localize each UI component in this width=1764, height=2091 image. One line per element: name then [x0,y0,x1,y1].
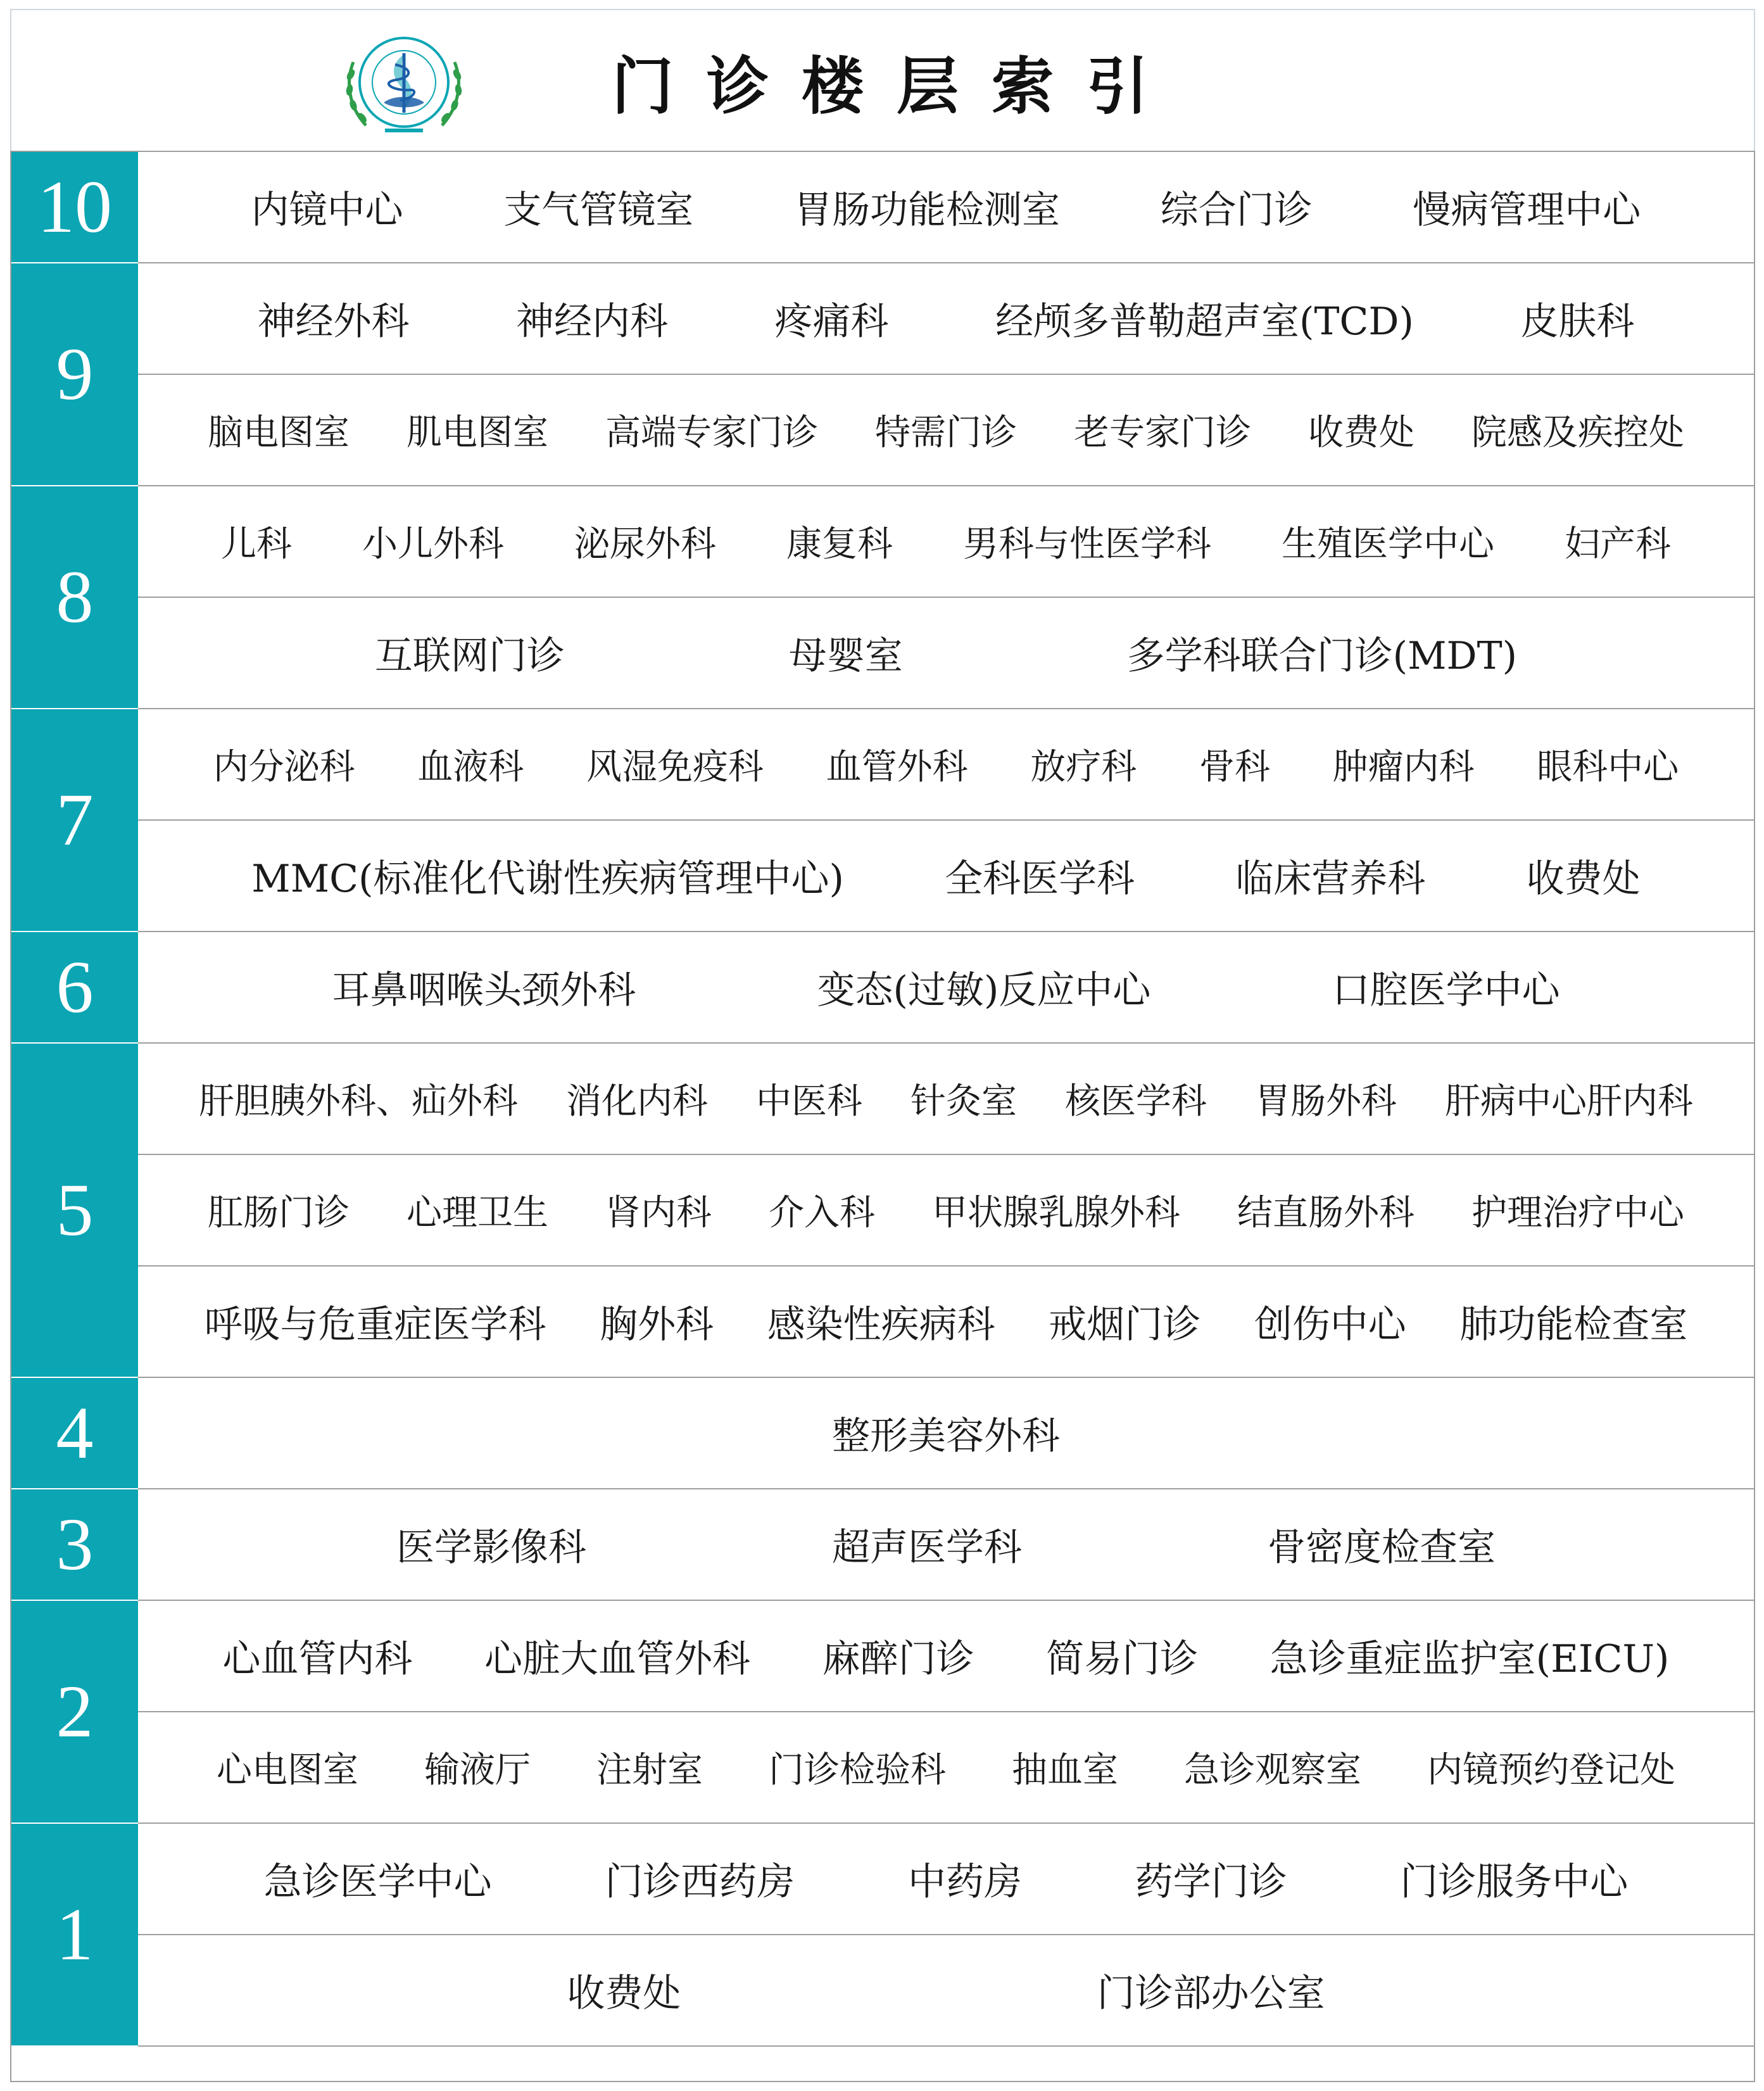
department-item: 胸外科 [600,1303,714,1347]
department-item: 支气管镜室 [503,188,694,232]
department-item: 门诊部办公室 [1097,1971,1325,2016]
department-item: 院感及疾控处 [1471,412,1684,453]
department-item: 胃肠外科 [1255,1081,1397,1122]
floor-number: 5 [11,1044,138,1378]
department-row [138,1489,1754,1601]
department-row [138,932,1754,1044]
department-item: 肌电图室 [406,412,548,453]
department-item: 肾内科 [605,1192,712,1234]
department-item: 经颅多普勒超声室(TCD) [995,300,1414,344]
department-item: 胃肠功能检测室 [793,188,1060,232]
department-row [138,486,1754,598]
department-row [138,1601,1754,1712]
department-item: 儿科 [221,524,292,565]
department-item: 医学影像科 [396,1526,586,1570]
floor-number: 10 [11,152,138,263]
department-item: 慢病管理中心 [1413,188,1641,232]
department-item: 戒烟门诊 [1049,1303,1201,1347]
department-item: 整形美容外科 [832,1414,1060,1458]
department-row [138,152,1754,263]
department-item: 疼痛科 [774,300,889,344]
department-item: 放疗科 [1030,747,1137,788]
department-item: 结直肠外科 [1237,1192,1414,1234]
department-item: 内镜中心 [251,188,403,232]
department-item: 母婴室 [788,634,903,678]
department-item: 神经内科 [516,300,669,344]
floor-number: 7 [11,709,138,932]
department-item: 临床营养科 [1235,857,1426,901]
department-item: 消化内科 [566,1081,708,1122]
department-item: 内镜预约登记处 [1427,1750,1675,1791]
department-item: 简易门诊 [1046,1637,1199,1681]
department-item: 风湿免疫科 [586,747,764,788]
floor-number: 3 [11,1489,138,1601]
department-item: 肿瘤内科 [1332,747,1475,788]
department-item: 中医科 [756,1081,862,1122]
department-item: 口腔医学中心 [1332,968,1560,1013]
department-row [138,1824,1754,1935]
department-item: 创伤中心 [1254,1303,1406,1347]
floor-2 [11,1601,1754,1824]
department-item: 小儿外科 [362,524,504,565]
department-item: 心血管内科 [222,1637,413,1681]
department-item: 骨科 [1199,747,1270,788]
department-item: 注射室 [596,1750,703,1791]
department-item: 核医学科 [1065,1081,1207,1122]
department-row [138,1044,1754,1155]
department-item: 脑电图室 [208,412,350,453]
floor-7 [11,709,1754,932]
department-row [138,598,1754,709]
floor-8 [11,486,1754,709]
floor-number: 4 [11,1378,138,1489]
department-item: 男科与性医学科 [963,524,1211,565]
department-row [138,263,1754,375]
department-item: 感染性疾病科 [767,1303,995,1347]
department-item: 泌尿外科 [574,524,716,565]
department-item: 介入科 [769,1192,875,1234]
department-item: 呼吸与危重症医学科 [204,1303,546,1347]
department-item: 特需门诊 [875,412,1017,453]
department-item: 老专家门诊 [1074,412,1251,453]
department-item: 全科医学科 [945,857,1135,901]
floor-index-table [10,151,1755,2082]
floor-6 [11,932,1754,1044]
department-item: 甲状腺乳腺外科 [932,1192,1180,1234]
department-row [138,709,1754,821]
department-item: 内分泌科 [213,747,355,788]
department-item: 耳鼻咽喉头颈外科 [332,968,636,1013]
department-item: 互联网门诊 [374,634,565,678]
floor-3 [11,1489,1754,1601]
department-item: 神经外科 [257,300,410,344]
floor-number: 6 [11,932,138,1044]
department-item: 综合门诊 [1160,188,1313,232]
floor-number: 1 [11,1824,138,2047]
department-item: 门诊检验科 [769,1750,946,1791]
department-item: 眼科中心 [1537,747,1679,788]
department-item: 生殖医学中心 [1282,524,1494,565]
floor-number: 9 [11,263,138,486]
department-row [138,1935,1754,2047]
department-item: 变态(过敏)反应中心 [817,968,1151,1013]
department-item: 肝胆胰外科、疝外科 [199,1081,518,1122]
department-item: 妇产科 [1565,524,1671,565]
department-item: 收费处 [567,1971,681,2016]
department-item: 药学门诊 [1135,1860,1287,1904]
department-item: 收费处 [1526,857,1641,901]
department-item: 超声医学科 [832,1526,1022,1570]
floor-1 [11,1824,1754,2047]
department-item: 门诊服务中心 [1400,1860,1629,1904]
floor-10 [11,152,1754,263]
floor-9 [11,263,1754,486]
department-item: 急诊医学中心 [263,1860,492,1904]
department-item: 康复科 [786,524,893,565]
department-item: 肛肠门诊 [208,1192,350,1234]
department-item: 中药房 [907,1860,1022,1904]
department-item: 心脏大血管外科 [484,1637,751,1681]
department-item: 肺功能检查室 [1459,1303,1688,1347]
department-row [138,1267,1754,1378]
floor-4 [11,1378,1754,1489]
department-item: 肝病中心肝内科 [1445,1081,1693,1122]
floor-number: 2 [11,1601,138,1824]
department-item: 皮肤科 [1520,300,1635,344]
department-item: 血管外科 [826,747,968,788]
floor-number: 8 [11,486,138,709]
department-row [138,1378,1754,1489]
department-item: 急诊观察室 [1184,1750,1361,1791]
department-row [138,821,1754,932]
department-item: 血液科 [417,747,524,788]
department-row [138,1155,1754,1267]
department-item: 抽血室 [1012,1750,1118,1791]
header [10,9,1755,151]
department-item: MMC(标准化代谢性疾病管理中心) [251,857,844,901]
department-row [138,1712,1754,1824]
department-item: 心电图室 [217,1750,358,1791]
department-item: 输液厅 [424,1750,531,1791]
department-item: 多学科联合门诊(MDT) [1126,634,1518,678]
department-item: 针灸室 [910,1081,1017,1122]
department-row [138,375,1754,486]
department-item: 高端专家门诊 [605,412,818,453]
floor-5 [11,1044,1754,1378]
department-item: 护理治疗中心 [1471,1192,1684,1234]
department-item: 收费处 [1308,412,1414,453]
department-item: 心理卫生 [406,1192,548,1234]
department-item: 麻醉门诊 [822,1637,974,1681]
department-item: 急诊重症监护室(EICU) [1269,1637,1670,1681]
department-item: 骨密度检查室 [1268,1526,1496,1570]
department-item: 门诊西药房 [605,1860,795,1904]
page-title: 门诊楼层索引 [611,50,1181,123]
